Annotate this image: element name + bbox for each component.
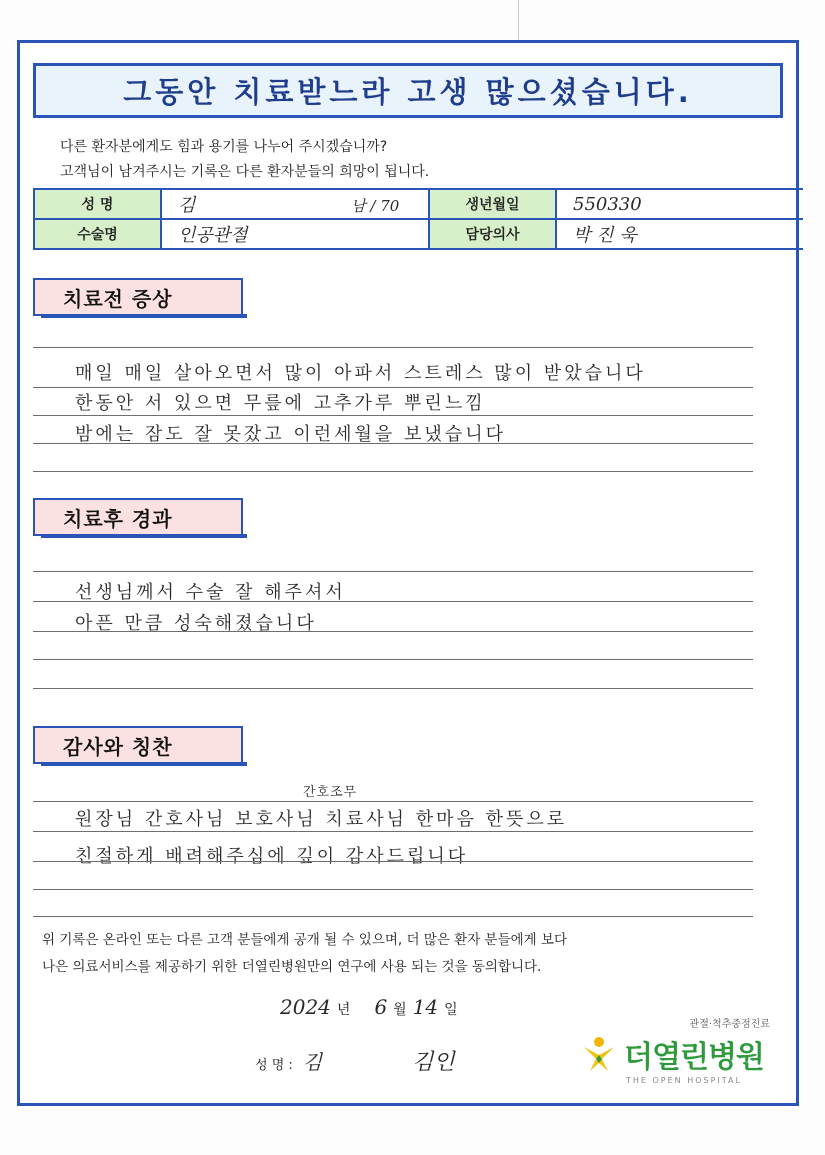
testimonial-form	[17, 40, 799, 1106]
ruled-line	[33, 831, 753, 832]
page-fold-line	[518, 0, 519, 40]
birth-label: 생년월일	[429, 189, 556, 219]
title-banner	[33, 63, 783, 118]
hospital-name: 더열린병원	[624, 1040, 764, 1075]
date-day: 14	[412, 995, 439, 1019]
date-year: 2024	[280, 995, 331, 1019]
ruled-line	[33, 471, 753, 472]
ruled-line	[33, 801, 753, 802]
consent-line-2: 나은 의료서비스를 제공하기 위한 더열린병원만의 연구에 사용 되는 것을 동의합니다.	[42, 959, 542, 975]
ruled-line	[33, 387, 753, 388]
date-line	[280, 995, 458, 1019]
date-month: 6	[374, 995, 388, 1019]
before-text-line-2: 한동안 서 있으면 무릎에 고추가루 뿌린느낌	[75, 393, 486, 414]
date-month-unit: 월	[393, 1002, 407, 1018]
doctor-value: 박 진 욱	[573, 225, 637, 246]
date-year-unit: 년	[336, 1002, 351, 1018]
hospital-subtitle: 관절·척추중점진료	[689, 1019, 770, 1030]
hospital-figure-icon	[580, 1035, 618, 1073]
ruled-line	[33, 889, 753, 890]
section-heading-after: 치료후 경과	[33, 498, 243, 536]
signature-label: 성 명 :	[255, 1058, 293, 1073]
intro-line-1: 다른 환자분에게도 힘과 용기를 나누어 주시겠습니까?	[60, 139, 388, 155]
name-value: 김	[178, 195, 196, 216]
before-text-line-3: 밤에는 잠도 잘 못잤고 이런세월을 보냈습니다	[75, 424, 506, 445]
after-text-line-1: 선생님께서 수술 잘 해주셔서	[75, 582, 346, 603]
intro-line-2: 고객님이 남겨주시는 기록은 다른 환자분들의 희망이 됩니다.	[60, 164, 430, 180]
ruled-line	[33, 631, 753, 632]
ruled-line	[33, 916, 753, 917]
ruled-line	[33, 415, 753, 416]
ruled-line	[33, 443, 753, 444]
signature-line	[255, 1045, 455, 1076]
ruled-line	[33, 861, 753, 862]
before-text-line-1: 매일 매일 살아오면서 많이 아파서 스트레스 많이 받았습니다	[75, 363, 646, 384]
hospital-logo	[580, 1015, 770, 1085]
signature-mark: 김인	[412, 1050, 455, 1075]
thanks-text-line-2: 친절하게 배려해주심에 깊이 감사드립니다	[75, 846, 469, 867]
date-day-unit: 일	[444, 1002, 458, 1018]
ruled-line	[33, 601, 753, 602]
birth-value: 550330	[573, 193, 642, 215]
ruled-line	[33, 347, 753, 348]
signature-name: 김	[302, 1050, 323, 1074]
patient-info-table	[33, 188, 803, 250]
consent-line-1: 위 기록은 온라인 또는 다른 고객 분들에게 공개 될 수 있으며, 더 많은 환자 분들에게 보다	[42, 932, 568, 948]
section-heading-thanks: 감사와 칭찬	[33, 726, 243, 764]
thanks-text-line-1: 원장님 간호사님 보호사님 치료사님 한마음 한뜻으로	[75, 809, 568, 830]
section-heading-before: 치료전 증상	[33, 278, 243, 316]
ruled-line	[33, 659, 753, 660]
doctor-label: 담당의사	[429, 219, 556, 249]
after-text-line-2: 아픈 만큼 성숙해졌습니다	[75, 613, 317, 634]
surgery-label: 수술명	[34, 219, 161, 249]
ruled-line	[33, 571, 753, 572]
gender-age-value: 남 / 70	[351, 197, 400, 215]
name-label: 성 명	[34, 189, 161, 219]
hospital-english-name: THE OPEN HOSPITAL	[626, 1076, 742, 1085]
thanks-note: 간호조무	[303, 785, 358, 800]
page-title: 그동안 치료받느라 고생 많으셨습니다.	[123, 75, 693, 109]
ruled-line	[33, 688, 753, 689]
surgery-value: 인공관절	[178, 225, 248, 246]
